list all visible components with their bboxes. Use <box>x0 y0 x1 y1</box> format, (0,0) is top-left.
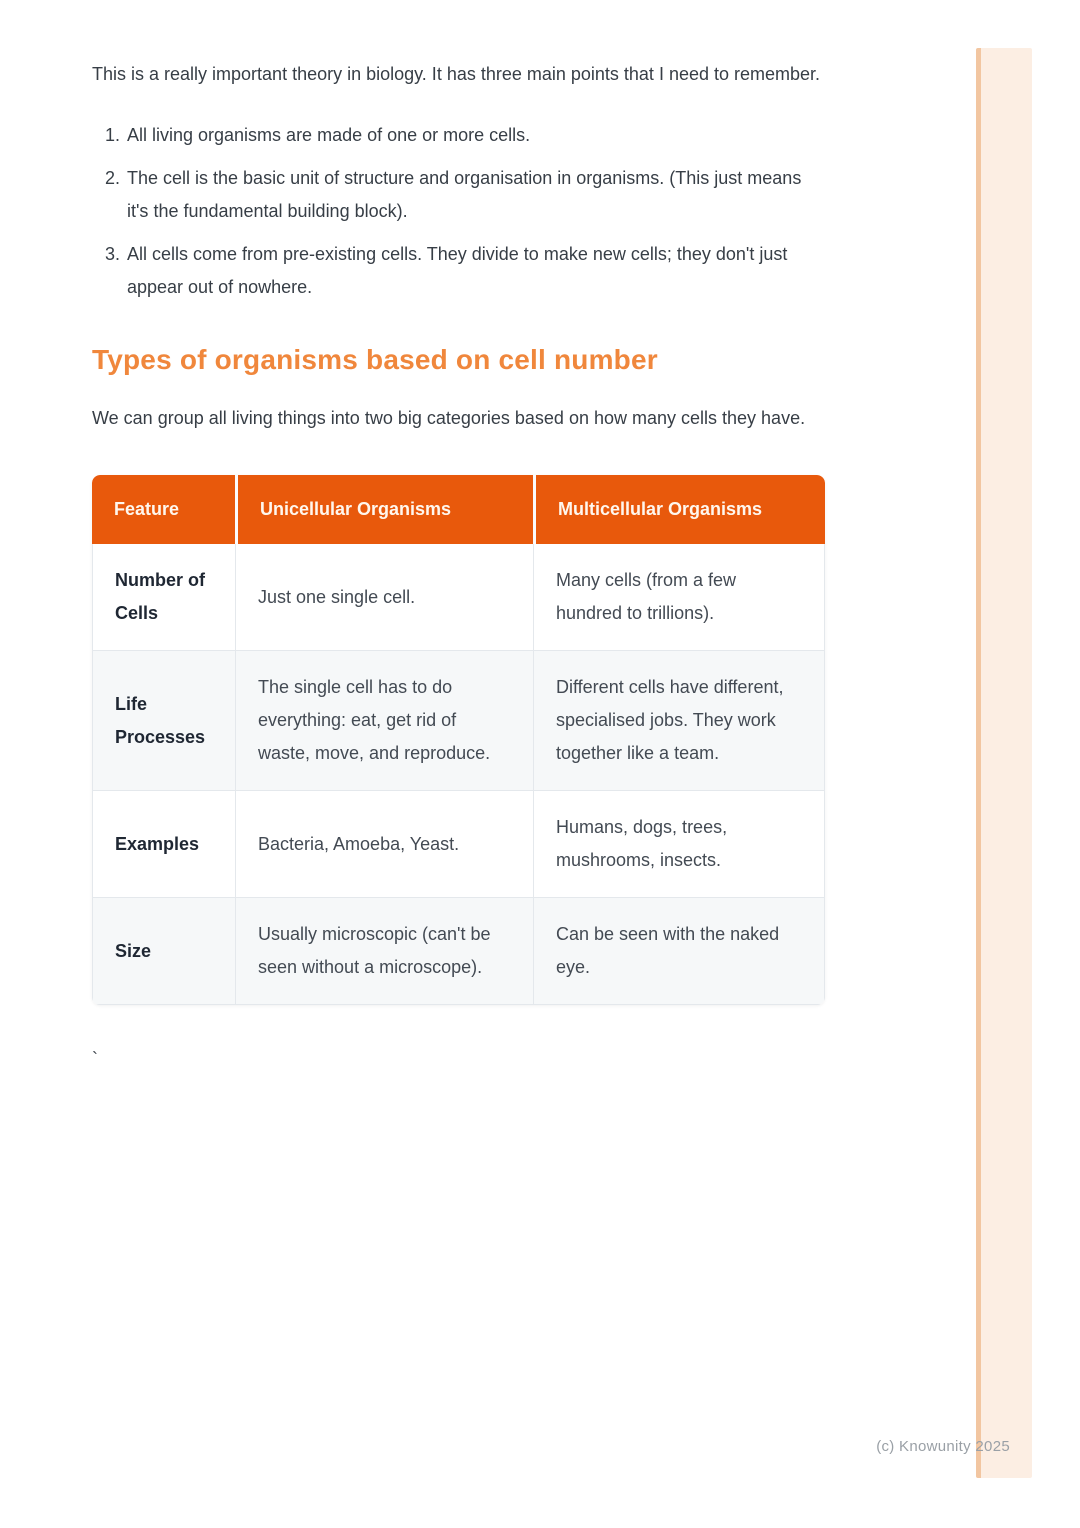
column-header-feature: Feature <box>92 475 235 544</box>
stray-backtick-character: ` <box>92 1049 98 1069</box>
section-intro-paragraph: We can group all living things into two big categories based on how many cells they have. <box>92 408 806 428</box>
cell-theory-list <box>92 119 827 304</box>
column-header-multicellular: Multicellular Organisms <box>533 475 825 544</box>
intro-paragraph: This is a really important theory in biology. It has three main points that I need to remember. <box>92 64 821 84</box>
feature-label: Life Processes <box>92 651 235 791</box>
unicellular-value: Just one single cell. <box>235 544 533 651</box>
organism-comparison-table <box>92 475 825 1005</box>
multicellular-value: Humans, dogs, trees, mushrooms, insects. <box>533 791 825 898</box>
multicellular-value: Different cells have different, specialised jobs. They work together like a team. <box>533 651 825 791</box>
unicellular-value: The single cell has to do everything: eat, get rid of waste, move, and reproduce. <box>235 651 533 791</box>
table-row <box>92 791 825 898</box>
feature-label: Number of Cells <box>92 544 235 651</box>
unicellular-value: Usually microscopic (can't be seen without a microscope). <box>235 898 533 1005</box>
list-item: 1. All living organisms are made of one or more cells. <box>125 119 827 152</box>
decorative-side-stripe <box>976 48 1032 1478</box>
list-item: 2. The cell is the basic unit of structure and organisation in organisms. (This just means it's the fundamental building block). <box>125 162 827 228</box>
unicellular-value: Bacteria, Amoeba, Yeast. <box>235 791 533 898</box>
list-item: 3. All cells come from pre-existing cells. They divide to make new cells; they don't just appear out of nowhere. <box>125 238 827 304</box>
copyright-watermark: (c) Knowunity 2025 <box>876 1438 1010 1455</box>
table-header-row <box>92 475 825 544</box>
document-body <box>92 44 827 1069</box>
table-row <box>92 898 825 1005</box>
table-row <box>92 544 825 651</box>
feature-label: Examples <box>92 791 235 898</box>
multicellular-value: Many cells (from a few hundred to trillions). <box>533 544 825 651</box>
multicellular-value: Can be seen with the naked eye. <box>533 898 825 1005</box>
table-row <box>92 651 825 791</box>
feature-label: Size <box>92 898 235 1005</box>
section-heading: Types of organisms based on cell number <box>92 344 658 375</box>
column-header-unicellular: Unicellular Organisms <box>235 475 533 544</box>
